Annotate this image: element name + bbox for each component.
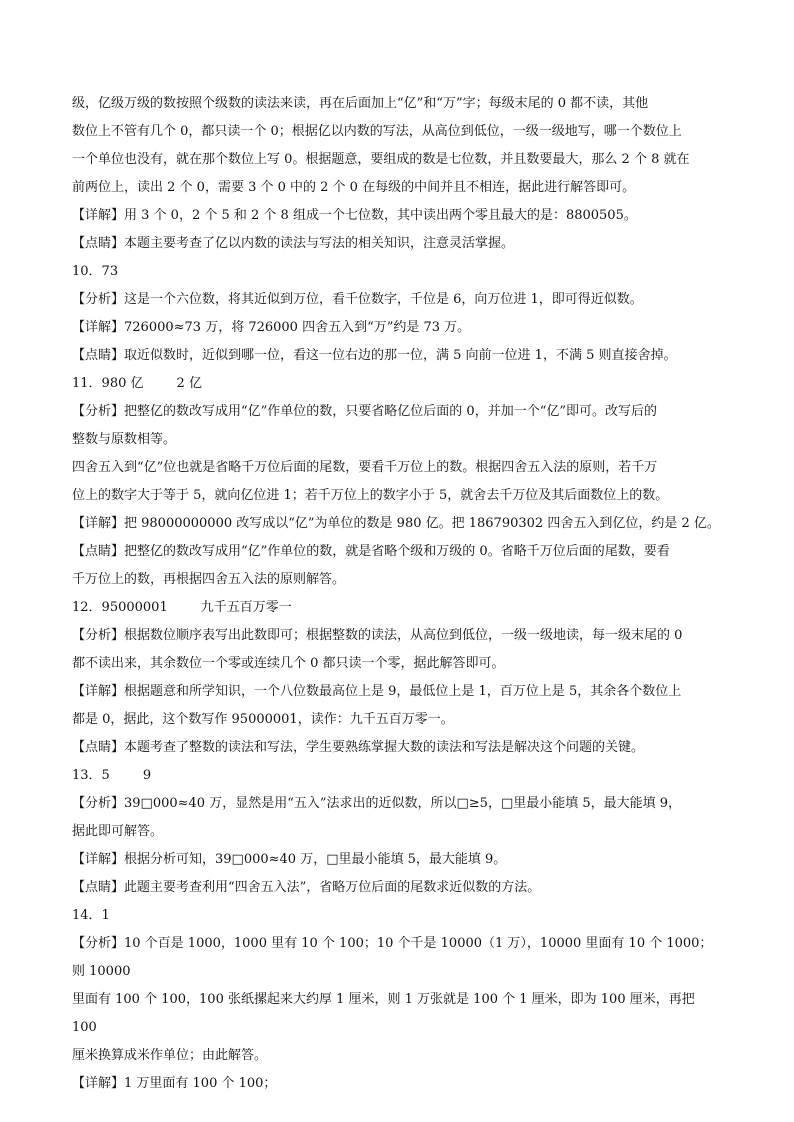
text-line: 数位上不管有几个 0，都只读一个 0；根据亿以内数的写法，从高位到低位，一级一级地写，哪一个数位上 [72,124,682,139]
text-line: 【点睛】本题主要考查了亿以内数的读法与写法的相关知识，注意灵活掌握。 [72,236,515,251]
text-line: 【分析】这是一个六位数，将其近似到万位，看千位数字，千位是 6，向万位进 1，即可得近似数。 [72,292,643,307]
question-answer-line: 13．5 9 [72,768,152,783]
text-line: 【详解】根据分析可知，39□000≈40 万，□里最小能填 5，最大能填 9。 [72,852,507,867]
text-line: 都是 0，据此，这个数写作 95000001，读作：九千五百万零一。 [72,712,454,727]
text-line: 【点睛】把整亿的数改写成用“亿”作单位的数，就是省略个级和万级的 0。省略千万位后面的尾数，要看 [72,544,670,559]
question-answer-line: 12．95000001 九千五百万零一 [72,600,292,615]
text-line: 前两位上，读出 2 个 0，需要 3 个 0 中的 2 个 0 在每级的中间并且不相连，据此进行解答即可。 [72,180,636,195]
text-line: 级，亿级万级的数按照个级数的读法来读，再在后面加上“亿”和“万”字；每级末尾的 0 都不读，其他 [72,96,649,111]
text-line: 【分析】39□000≈40 万，显然是用“五入”法求出的近似数，所以□≥5，□里最小能填 5，最大能填 9， [72,796,682,811]
text-line: 【分析】根据数位顺序表写出此数即可；根据整数的读法，从高位到低位，一级一级地读，每一级末尾的 0 [72,628,683,643]
text-line: 都不读出来，其余数位一个零或连续几个 0 都只读一个零，据此解答即可。 [72,656,505,671]
text-line: 一个单位也没有，就在那个数位上写 0。根据题意，要组成的数是七位数，并且数要最大，那么 2 个 8 就在 [72,152,690,167]
text-line: 【点睛】此题主要考查利用“四舍五入法”，省略万位后面的尾数求近似数的方法。 [72,880,541,895]
text-line: 【详解】根据题意和所学知识，一个八位数最高位上是 9，最低位上是 1，百万位上是 5，其余各个数位上 [72,684,682,699]
text-line: 【详解】1 万里面有 100 个 100； [72,1076,277,1091]
text-line: 【详解】726000≈73 万，将 726000 四舍五入到“万”约是 73 万。 [72,320,471,335]
text-line: 据此即可解答。 [72,824,164,839]
text-line: 【详解】用 3 个 0，2 个 5 和 2 个 8 组成一个七位数，其中读出两个零且最大的是：8800505。 [72,208,637,223]
text-line: 千万位上的数，再根据四舍五入法的原则解答。 [72,572,346,587]
question-answer-line: 10．73 [72,264,119,279]
text-line: 【分析】把整亿的数改写成用“亿”作单位的数，只要省略亿位后面的 0，并加一个“亿”即可。改写后的 [72,404,657,419]
text-line: 里面有 100 个 100，100 张纸摞起来大约厚 1 厘米，则 1 万张就是 100 个 1 厘米，即为 100 厘米，再把 100 [72,992,695,1035]
text-line: 【点睛】取近似数时，近似到哪一位，看这一位右边的那一位，满 5 向前一位进 1，不满 5 则直接舍掉。 [72,348,677,363]
text-line: 四舍五入到“亿”位也就是省略千万位后面的尾数，要看千万位上的数。根据四舍五入法的原则，若千万 [72,460,658,475]
text-line: 厘米换算成米作单位；由此解答。 [72,1048,268,1063]
text-line: 【分析】10 个百是 1000，1000 里有 10 个 100；10 个千是 10000（1 万），10000 里面有 10 个 1000；则 10000 [72,936,713,979]
text-line: 位上的数字大于等于 5，就向亿位进 1；若千万位上的数字小于 5，就舍去千万位及其后面数位上的数。 [72,488,669,503]
question-answer-line: 11．980 亿 2 亿 [72,376,202,391]
text-line: 【点睛】本题考查了整数的读法和写法，学生要熟练掌握大数的读法和写法是解决这个问题的关键。 [72,740,645,755]
text-line: 整数与原数相等。 [72,432,177,447]
text-line: 【详解】把 98000000000 改写成以“亿”为单位的数是 980 亿。把 186790302 四舍五入到亿位，约是 2 亿。 [72,516,720,531]
question-answer-line: 14．1 [72,908,110,923]
document-body [72,90,722,1098]
